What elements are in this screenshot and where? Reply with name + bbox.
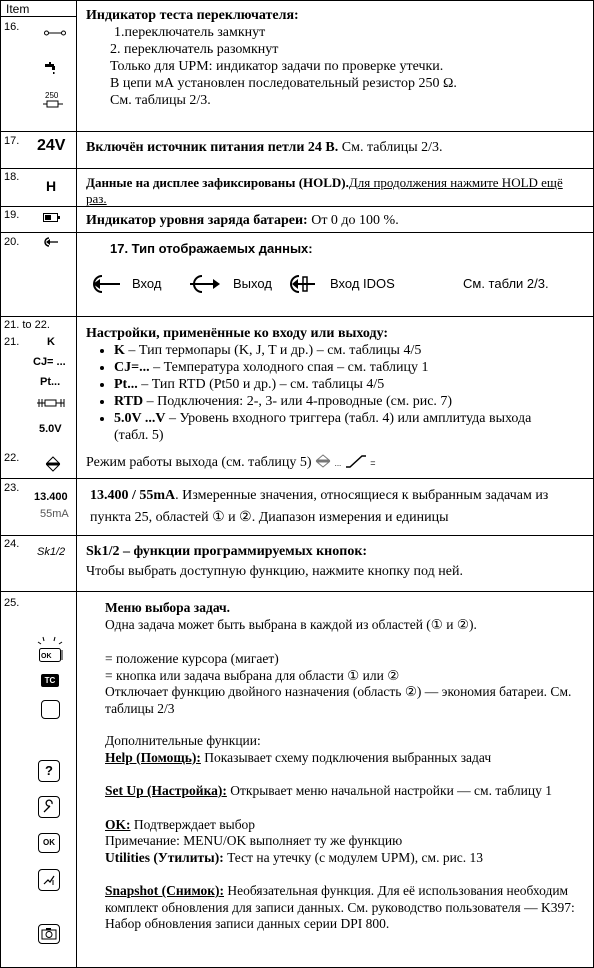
- row-16-content: [86, 7, 586, 109]
- ramp-icon: [345, 454, 367, 468]
- row-22-ellipsis: ...: [334, 459, 342, 468]
- row-divider: [0, 591, 594, 592]
- list-item: • 5.0V ...V – Уровень входного триггера (табл. 4) или амплитуда выхода (табл. 5): [114, 410, 566, 444]
- row-divider: [0, 316, 594, 317]
- row-19-content: [86, 212, 586, 229]
- snapshot-camera-icon: [38, 924, 60, 944]
- setup-wrench-icon: [38, 796, 60, 818]
- row-16-line: В цепи мА установлен последовательный резистор 250 Ω.: [110, 76, 457, 91]
- setup-description: Set Up (Настройка): Открывает меню начальной настройки — см. таблицу 1: [105, 783, 552, 798]
- input-icon: [90, 273, 122, 295]
- row-number: 17.: [4, 135, 20, 147]
- row-20-reference: См. табли 2/3.: [463, 276, 549, 291]
- snapshot-description: Snapshot (Снимок): Необязательная функция. Для её использования необходим комплект обновления для записи данных. См. руководство пользователя — K397: Набор обновления записи данных серии DPI 800.: [105, 883, 575, 931]
- measured-value-label: 13.400: [34, 491, 68, 503]
- help-icon: [38, 760, 60, 782]
- 24v-icon: 24V: [37, 137, 66, 154]
- row-19-text: От 0 до 100 %.: [307, 213, 399, 228]
- row-divider: [0, 131, 594, 132]
- row-25-content: [105, 600, 587, 933]
- row-17-content: [86, 139, 586, 156]
- list-item: • CJ=... – Температура холодного спая – см. таблицу 1: [114, 359, 566, 376]
- list-item: • RTD – Подключения: 2-, 3- или 4-проводные (см. рис. 7): [114, 393, 566, 410]
- row-20-title-text: 17. Тип отображаемых данных:: [110, 241, 313, 256]
- row-16-line: См. таблицы 2/3.: [110, 93, 211, 108]
- row-number: 21. to 22.: [4, 319, 50, 331]
- task-selected-icon: [41, 674, 59, 687]
- row-18-title: Данные на дисплее зафиксированы (HOLD).: [86, 175, 349, 190]
- column-divider: [76, 0, 77, 968]
- header-item: Item: [6, 2, 30, 16]
- resistor-icon: [43, 100, 63, 108]
- ok-icon-label: OK: [43, 838, 55, 847]
- row-18-text: Для продолжения нажмите HOLD ещё раз.: [86, 175, 563, 206]
- row-24-content: [86, 542, 586, 582]
- ok-cursor-label: OK: [41, 653, 52, 660]
- row-divider: [0, 535, 594, 536]
- help-icon-glyph: ?: [45, 763, 53, 778]
- row-25-line: Дополнительные функции:: [105, 733, 261, 748]
- row-16-line: Только для UPM: индикатор задачи по проверке утечки.: [110, 59, 444, 74]
- row-25-line: Одна задача может быть выбрана в каждой из областей (① и ②).: [105, 616, 477, 632]
- output-icon: [188, 273, 222, 295]
- row-23-title: 13.400 / 55mA: [90, 488, 176, 503]
- row-24-title: Sk1/2 – функции программируемых кнопок:: [86, 544, 368, 559]
- row-25-title: Меню выбора задач.: [105, 600, 231, 615]
- row-25-line: = кнопка или задача выбрана для области ① или ②: [105, 667, 400, 683]
- idos-input-icon: [289, 273, 323, 295]
- resistor-250-label: 250: [45, 91, 59, 100]
- row-16-line: 1.переключатель замкнут: [114, 25, 266, 40]
- row-number: 16.: [4, 21, 20, 33]
- camera-icon: [39, 925, 59, 943]
- row-25-line: Отключает функцию двойного назначения (область ②) — экономия батареи. См. таблицы 2/3: [105, 684, 572, 716]
- row-number: 23.: [4, 482, 20, 494]
- voltage-level-label: 5.0V: [39, 423, 62, 435]
- utilities-glyph-icon: [39, 870, 59, 890]
- battery-icon: [43, 213, 60, 222]
- row-number: 21.: [4, 336, 20, 348]
- row-25-line: = положение курсора (мигает): [105, 651, 279, 666]
- faucet-icon: [44, 62, 58, 76]
- row-17-text: См. таблицы 2/3.: [338, 140, 443, 155]
- rtd-type-label: Pt...: [40, 376, 61, 388]
- row-16-title: Индикатор теста переключателя:: [86, 8, 299, 23]
- ok-icon: [38, 833, 60, 853]
- rtd-connection-icon: [37, 397, 67, 409]
- thermocouple-k-label: K: [47, 336, 55, 348]
- row-21-title: Настройки, применённые ко входу или выходу:: [86, 326, 389, 341]
- header-divider: [0, 16, 77, 17]
- dual-function-off-icon: [41, 700, 60, 719]
- row-number: 18.: [4, 171, 20, 183]
- utilities-description: Utilities (Утилиты): Тест на утечку (с модулем UPM), см. рис. 13: [105, 849, 484, 865]
- list-item: • K – Тип термопары (K, J, T и др.) – см. таблицы 4/5: [114, 342, 566, 359]
- row-19-title: Индикатор уровня заряда батареи:: [86, 213, 308, 228]
- row-divider: [0, 168, 594, 169]
- row-divider: [0, 232, 594, 233]
- ok-note: Примечание: MENU/OK выполняет ту же функцию: [105, 833, 403, 848]
- row-number: 22.: [4, 452, 20, 464]
- row-18-content: [86, 175, 586, 207]
- blinking-cursor-icon: [35, 636, 65, 668]
- input-label: Вход: [132, 276, 162, 291]
- list-item: • Pt... – Тип RTD (Pt50 и др.) – см. таблицы 4/5: [114, 376, 566, 393]
- switch-closed-icon: [44, 30, 66, 36]
- task-selected-label: TC: [44, 676, 56, 685]
- help-description: Help (Помощь): Показывает схему подключения выбранных задач: [105, 749, 492, 765]
- softkey-label: Sk1/2: [37, 546, 66, 558]
- row-17-title: Включён источник питания петли 24 В.: [86, 140, 339, 155]
- output-mode-icon: [315, 454, 331, 468]
- ok-description: OK: Подтверждает выбор: [105, 816, 256, 832]
- wrench-icon: [39, 797, 59, 817]
- settings-list: [86, 342, 566, 444]
- row-divider: [0, 478, 594, 479]
- hold-icon: H: [46, 178, 57, 194]
- row-22-text: Режим работы выхода (см. таблицу 5): [86, 455, 312, 470]
- row-number: 19.: [4, 209, 20, 221]
- row-16-line: 2. переключатель разомкнут: [110, 42, 279, 57]
- cold-junction-label: CJ= ...: [33, 356, 66, 368]
- row-number: 20.: [4, 236, 20, 248]
- idos-label: Вход IDOS: [330, 276, 395, 291]
- row-23-text: . Измеренные значения, относящиеся к выбранным задачам из пункта 25, областей ① и ②. Диапазон измерения и единицы: [90, 488, 549, 525]
- row-21-content: [86, 325, 566, 444]
- row-22-content: [86, 454, 586, 472]
- data-type-icon: [43, 236, 60, 248]
- output-label: Выход: [233, 276, 272, 291]
- row-20-title: [110, 240, 594, 257]
- measured-unit-label: 55mA: [40, 508, 69, 520]
- row-number: 24.: [4, 538, 20, 550]
- row-23-content: [90, 485, 590, 529]
- row-22-equals: =: [370, 458, 376, 468]
- output-mode-icon: [45, 456, 61, 472]
- row-24-text: Чтобы выбрать доступную функцию, нажмите кнопку под ней.: [86, 564, 463, 579]
- row-number: 25.: [4, 597, 20, 609]
- utilities-icon: [38, 869, 60, 891]
